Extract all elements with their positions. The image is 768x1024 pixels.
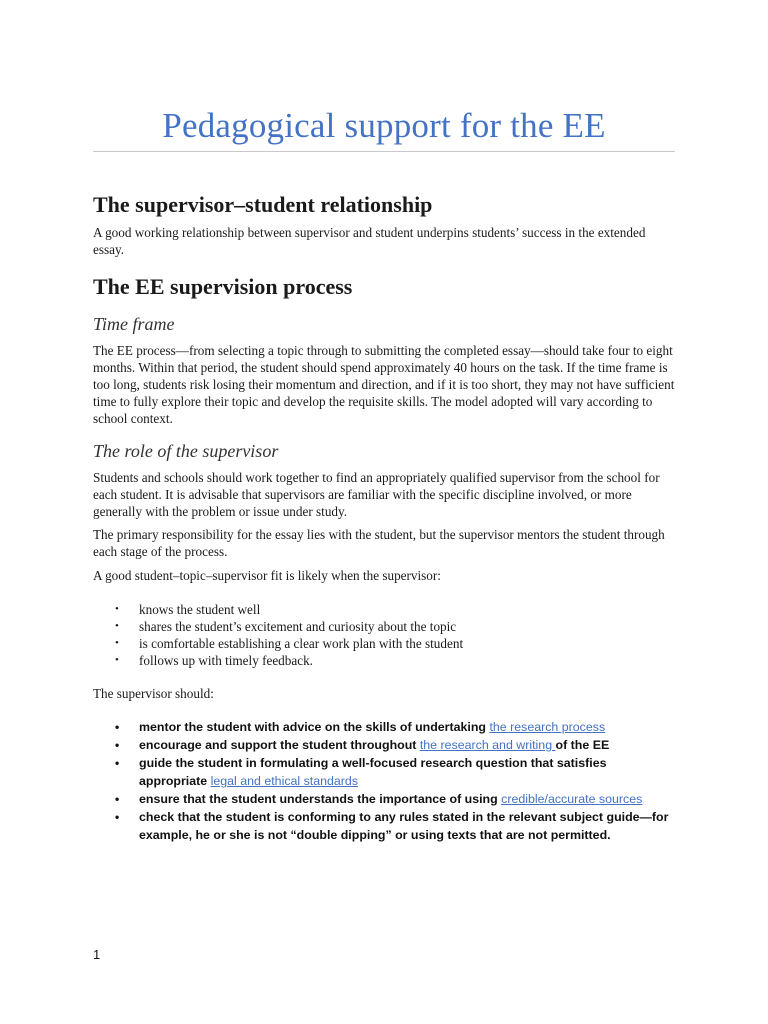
heading-supervision-process: The EE supervision process xyxy=(93,274,353,299)
list-item-text: check that the student is conforming to any rules stated in the relevant subject guide—for example, he or she is not “double dipping” or using texts that are not permitted. xyxy=(139,810,669,842)
paragraph-fit-intro: A good student–topic–supervisor fit is likely when the supervisor: xyxy=(93,568,441,583)
list-item xyxy=(93,718,675,736)
paragraph-time-frame: The EE process—from selecting a topic through to submitting the completed essay—should take four to eight months. Within that period, the student should spend approximately 40 hours on the task. If the time frame is too long, students risk losing their momentum and direction, and if it is too short, they may not have sufficient time to fully explore their topic and develop the requisite skills. The model adopted will vary according to school context. xyxy=(93,343,675,426)
paragraph-role-1: Students and schools should work together to find an appropriately qualified supervisor from the school for each student. It is advisable that supervisors are familiar with the specific discipline involved, or more generally with the problem or issue under study. xyxy=(93,470,660,519)
list-item-text: guide the student in formulating a well-focused research question that satisfies appropriate xyxy=(139,756,607,788)
link-credible-accurate-sources[interactable]: credible/accurate sources xyxy=(501,792,643,806)
supervisor-should-list xyxy=(93,718,675,844)
paragraph-should-intro: The supervisor should: xyxy=(93,686,214,701)
list-item-text: of the EE xyxy=(555,738,610,752)
list-item: • knows the student well xyxy=(93,601,675,618)
heading-role-of-supervisor: The role of the supervisor xyxy=(93,441,279,461)
heading-time-frame: Time frame xyxy=(93,314,175,334)
paragraph-role-2: The primary responsibility for the essay lies with the student, but the supervisor mentors the student through each stage of the process. xyxy=(93,527,665,559)
list-item xyxy=(93,754,675,790)
link-research-and-writing[interactable]: the research and writing xyxy=(419,738,556,752)
list-item: • follows up with timely feedback. xyxy=(93,652,675,669)
link-legal-ethical-standards[interactable]: legal and ethical standards xyxy=(210,774,359,788)
heading-supervisor-student-relationship: The supervisor–student relationship xyxy=(93,192,433,217)
title-divider xyxy=(93,151,675,152)
list-item: • shares the student’s excitement and curiosity about the topic xyxy=(93,618,675,635)
list-item xyxy=(93,808,675,844)
list-item-text: mentor the student with advice on the skills of undertaking xyxy=(139,720,490,734)
list-item xyxy=(93,736,675,754)
list-item: • is comfortable establishing a clear work plan with the student xyxy=(93,635,675,652)
paragraph-relationship: A good working relationship between supervisor and student underpins students’ success in the extended essay. xyxy=(93,225,646,257)
link-research-process[interactable]: the research process xyxy=(489,720,606,734)
list-item xyxy=(93,790,675,808)
list-item-text: ensure that the student understands the importance of using xyxy=(139,792,502,806)
page-title: Pedagogical support for the EE xyxy=(162,106,606,145)
list-item-text: encourage and support the student throughout xyxy=(139,738,420,752)
fit-list xyxy=(93,601,675,669)
page-number: 1 xyxy=(93,947,101,962)
